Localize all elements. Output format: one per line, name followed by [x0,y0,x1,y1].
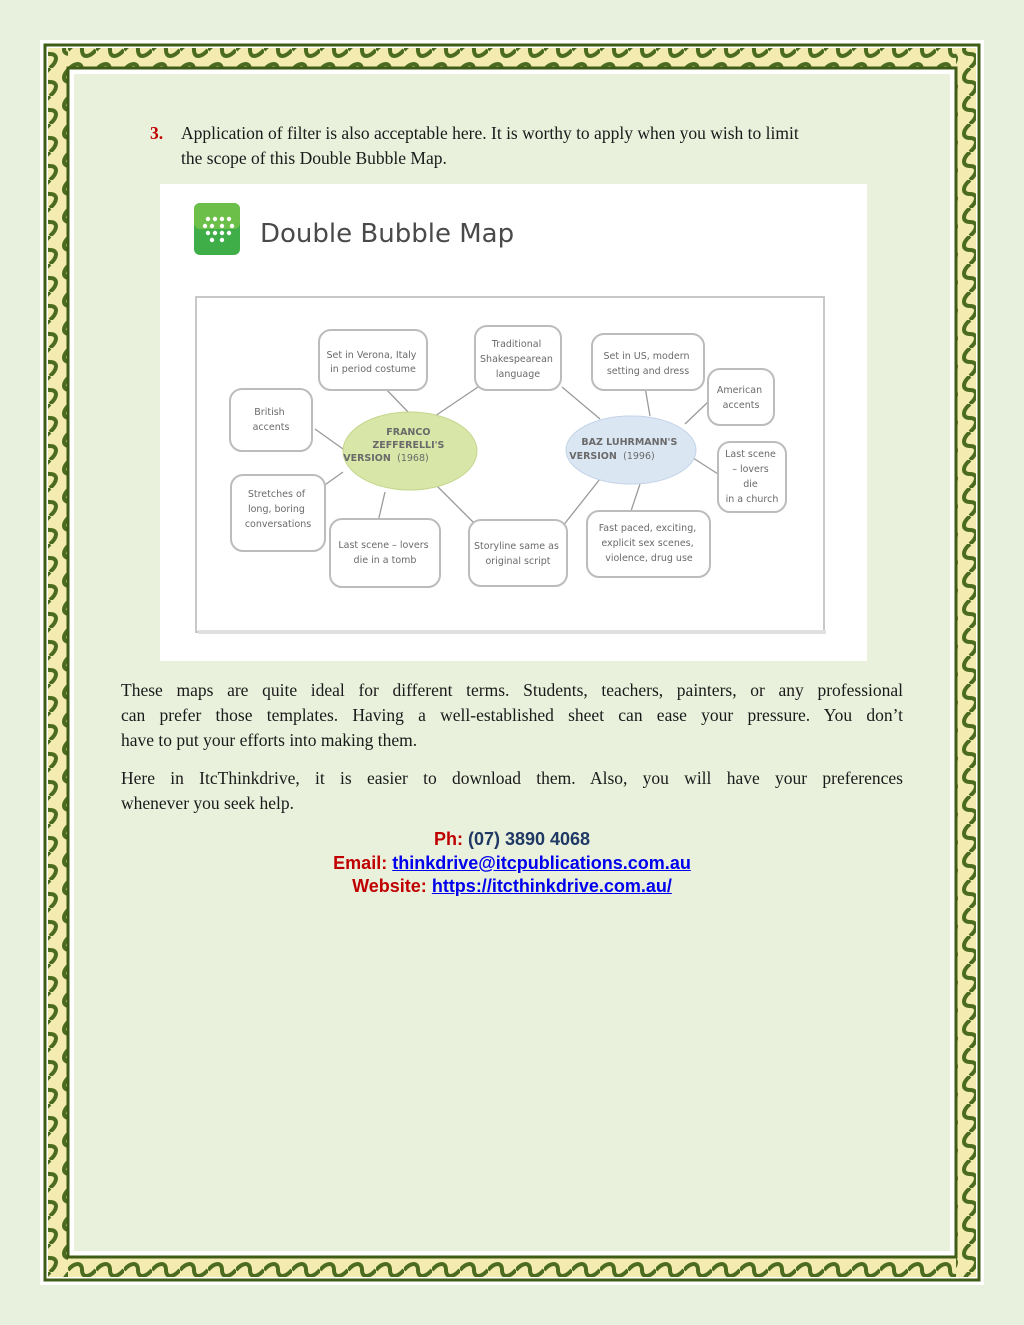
right-center-line-1: BAZ LUHRMANN'S [581,437,678,448]
paragraph-templates [121,678,903,753]
bubble-church-line-4: in a church [725,494,779,505]
paragraph-2-line-1: Here in ItcThinkdrive, it is easier to download them. Also, you will have your preferences [121,768,903,788]
left-center-line-1: FRANCO [386,427,431,438]
item-line-1: Application of filter is also acceptable here. It is worthy to apply when you wish to limit [181,123,799,143]
svg-text:Stretches of long, borin [245,489,311,530]
paragraph-1-line-1: These maps are quite ideal for different terms. Students, teachers, painters, or any professional [121,680,903,700]
right-center-version: VERSION [569,451,617,462]
left-center-bubble [343,412,477,490]
website-link[interactable]: https://itcthinkdrive.com.au/ [431,876,672,896]
bubble-church-line-2: – lovers [732,464,769,475]
paragraph-2-line-2: whenever you seek help. [121,793,294,813]
bubble-tomb-line-2: die in a tomb [353,555,417,566]
bubble-american-line-2: accents [722,400,760,411]
bubble-tomb-line-1: Last scene – lovers [338,540,429,551]
svg-text:Fast paced, exciting, ex [599,523,700,564]
bubble-british-line-1: British [254,407,285,418]
paragraph-1-line-2: can prefer those templates. Having a well-established sheet can ease your pressure. You don’t [121,705,903,725]
bubble-british [230,389,312,451]
bubble-verona-line-1: Set in Verona, Italy [326,350,417,361]
bubble-tomb [330,519,440,587]
bubble-verona-line-2: in period costume [330,364,416,375]
bubble-church-line-3: die [743,479,758,490]
bubble-fast-paced-line-1: Fast paced, exciting, [598,523,697,534]
bubble-stretches-line-2: long, boring [247,504,305,515]
bubble-american-line-1: American [716,385,763,396]
bubble-storyline-line-2: original script [485,556,551,567]
bubble-storyline [469,520,567,586]
left-center-version: VERSION [343,453,391,464]
bubble-stretches-line-3: conversations [244,519,312,530]
bubble-traditional-line-3: language [495,369,541,380]
phone-label: Ph: [433,829,463,849]
contact-website [0,875,1024,899]
email-link[interactable]: thinkdrive@itcpublications.com.au [392,853,691,873]
bubble-british-line-2: accents [252,422,290,433]
website-label: Website: [352,876,427,896]
paragraph-download [121,766,903,816]
bubble-traditional-line-1: Traditional [491,339,542,350]
bubble-traditional-line-2: Shakespearean [480,354,553,365]
right-center-bubble [566,416,696,484]
contact-email [0,852,1024,876]
double-bubble-map-figure [160,184,867,661]
contact-phone [0,828,1024,852]
bubble-fast-paced-line-2: explicit sex scenes, [601,538,694,549]
item-line-2: the scope of this Double Bubble Map. [181,148,447,168]
bubble-storyline-line-1: Storyline same as [474,541,559,552]
app-logo-icon [194,203,240,255]
figure-title: Double Bubble Map [260,219,515,249]
bubble-us [592,334,704,390]
email-label: Email: [333,853,388,873]
bubble-us-line-1: Set in US, modern [603,351,690,362]
left-center-line-2: ZEFFERELLI'S [372,440,445,451]
right-center-year: (1996) [623,451,655,462]
item-number: 3. [150,123,164,143]
paragraph-1-line-3: have to put your efforts into making them. [121,730,418,750]
bubble-stretches-line-1: Stretches of [247,489,306,500]
phone-number[interactable]: (07) 3890 4068 [467,829,591,849]
bubble-american [708,369,774,425]
left-center-year: (1968) [397,453,429,464]
bubble-us-line-2: setting and dress [606,366,690,377]
bubble-fast-paced-line-3: violence, drug use [605,553,693,564]
bubble-church-line-1: Last scene [725,449,776,460]
